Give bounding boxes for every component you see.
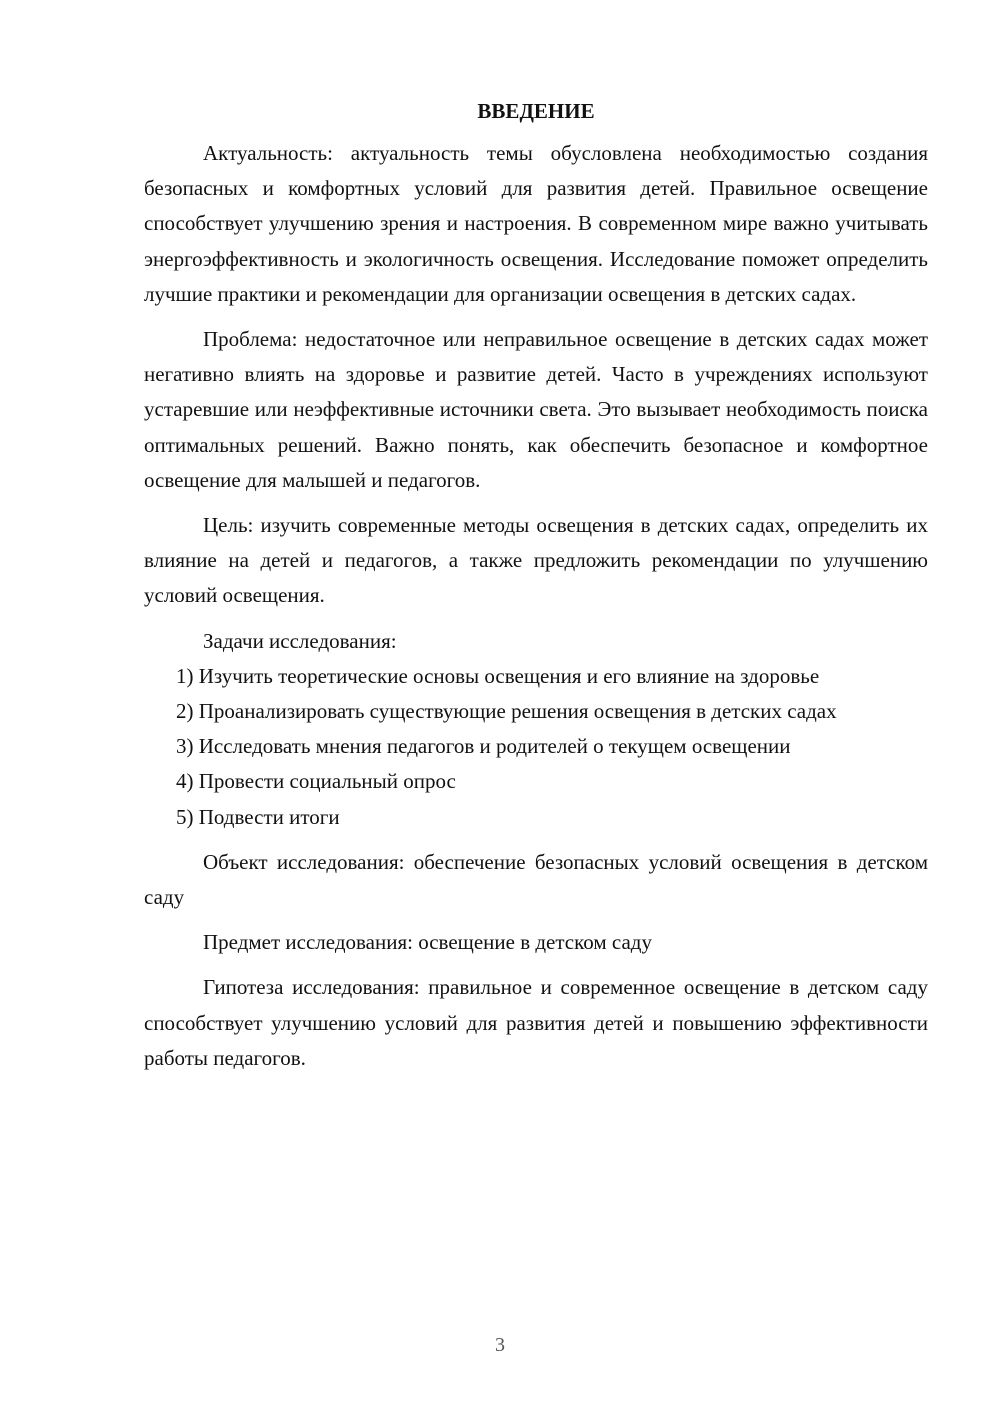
object-paragraph: Объект исследования: обеспечение безопасных условий освещения в детском саду [144,849,928,910]
tasks-heading: Задачи исследования: [203,628,397,653]
task-item-4: 4) Провести социальный опрос [176,769,456,794]
goal-paragraph: Цель: изучить современные методы освещения в детских садах, определить их влияние на детей и педагогов, а также предложить рекомендации по улучшению условий освещения. [144,513,928,608]
page-number: 3 [495,1334,505,1356]
task-item-5: 5) Подвести итоги [176,804,340,829]
relevance-paragraph: Актуальность: актуальность темы обусловлена необходимостью создания безопасных и комфортных условий для развития детей. Правильное освещение способствует улучшению зрения и настроения. В современном мире важно учитывать энергоэффективность и экологичность освещения. Исследование поможет определить лучшие практики и рекомендации для организации освещения в детских садах. [144,141,928,306]
page-content [144,96,928,1076]
task-item-1: 1) Изучить теоретические основы освещения и его влияние на здоровье [176,663,820,688]
subject-paragraph: Предмет исследования: освещение в детском саду [203,930,652,955]
hypothesis-paragraph: Гипотеза исследования: правильное и современное освещение в детском саду способствует улучшению условий для развития детей и повышению эффективности работы педагогов. [144,975,928,1070]
problem-paragraph: Проблема: недостаточное или неправильное освещение в детских садах может негативно влиять на здоровье и развитие детей. Часто в учреждениях используют устаревшие или неэффективные источники света. Это вызывает необходимость поиска оптимальных решений. Важно понять, как обеспечить безопасное и комфортное освещение для малышей и педагогов. [144,327,928,492]
task-item-2: 2) Проанализировать существующие решения освещения в детских садах [176,699,837,724]
tasks-list [144,659,928,835]
task-item-3: 3) Исследовать мнения педагогов и родителей о текущем освещении [176,734,791,759]
section-heading: ВВЕДЕНИЕ [477,99,595,123]
